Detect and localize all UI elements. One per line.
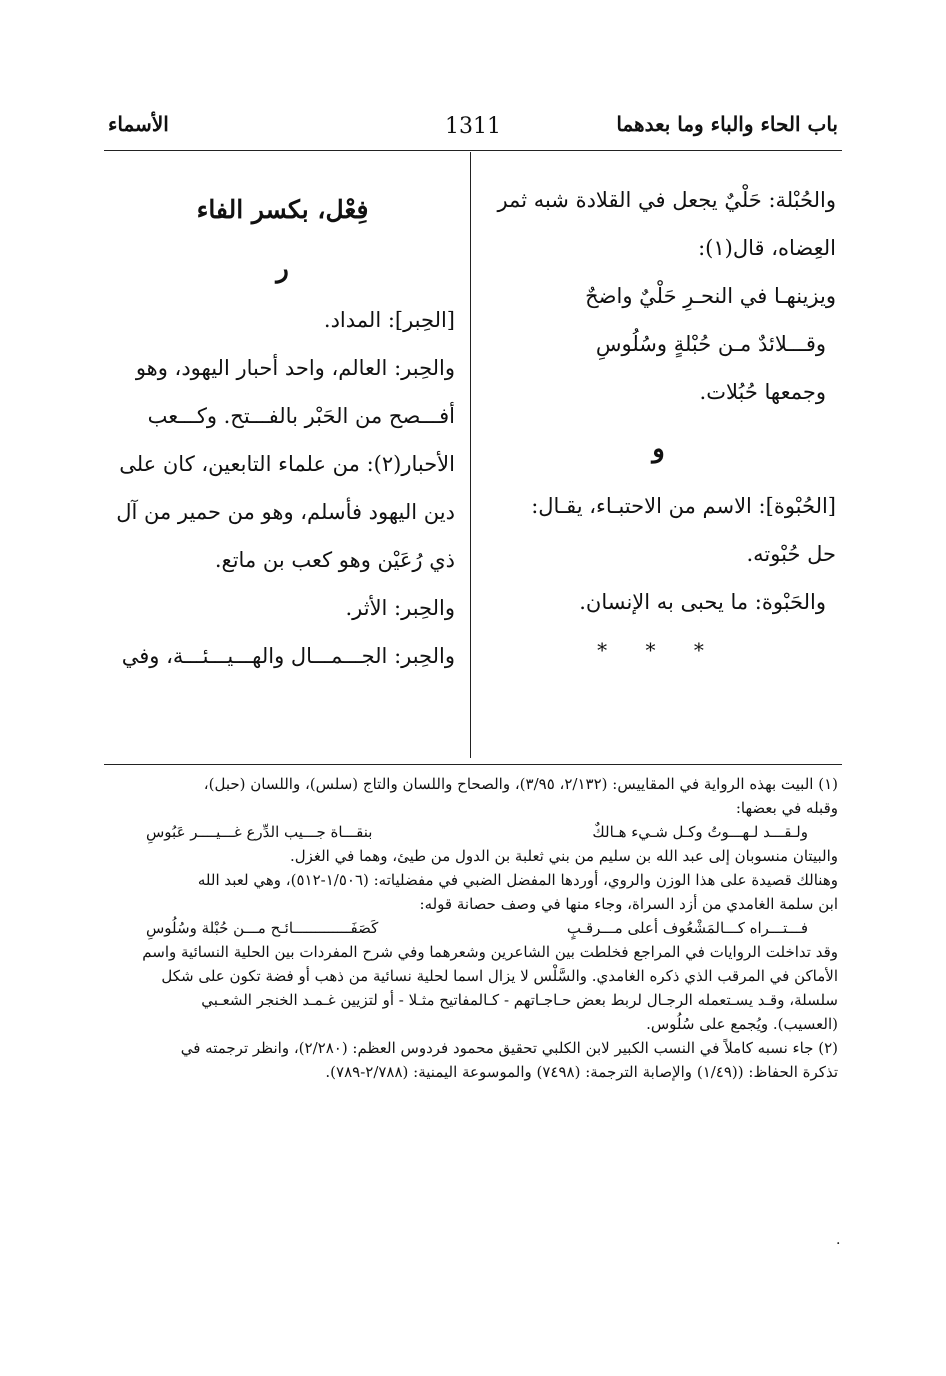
section-title: فِعْل، بكسر الفاء [196,195,369,224]
footnote-1-cont: وقبله في بعضها: [735,799,838,817]
footnote-1-discussion-3: سلسلة، وقـد يسـتعمله الرجـال لربط بعض حـاجـاتهم - كـالمفاتيح مثـلا - أو لتزيين غـمـد الخنجر الشعـبي [201,991,838,1009]
entry-hubla: والحُبْلة: حَلْيٌ يجعل في القلادة شبه ثمر [497,188,836,212]
section-end-asterisks: * * * [597,638,720,662]
letter-heading-ra: ر [276,254,289,284]
verse-2-second-hemistich: كَصَفَـــــــــــــائـح مـــن حُبْلة وسُلُوسِ [146,919,379,937]
entry-habwa: والحَبْوة: ما يحبى به الإنسان. [579,590,826,614]
footnote-1-discussion: وقد تداخلت الروايات في المراجع فخلطت بين الشاعرين وشعرهما وفي شرح المفردات بين الحلية النسائية واسم [142,943,838,961]
entry-hibr-scholar-4: دين اليهود فأسلم، وهو من حمير من آل [116,500,455,524]
entry-hubwa: [الحُبْوة]: الاسم من الاحتبـاء، يقـال: [531,494,836,518]
entry-hibr-scholar-2: أفـــصح من الحَبْر بالفـــتح. وكـــعب [147,404,455,428]
entry-hibr-scholar: والحِبر: العالم، واحد أحبار اليهود، وهو [135,356,455,380]
entry-hibr-beauty: والحِبر: الجـــمـــال والهـــيـــئـــة، وفي [121,644,455,668]
footnote-2: (٢) جاء نسبه كاملاً في النسب الكبير لابن الكلبي تحقيق محمود فردوس العظم: (٢/٢٨٠)، وانظر ترجمته في [180,1039,838,1057]
entry-hubla-cont: العِضاه، قال(١): [698,236,836,260]
entry-hibr-scholar-3: الأحبار(٢): من علماء التابعين، كان على [119,452,455,476]
page-number: 1311 [445,114,501,139]
left-column [110,186,455,680]
entry-hibr-trace: والحِبر: الأثر. [345,596,455,620]
footnote-1: (١) البيت بهذه الرواية في المقاييس: (٢/١٣٢، ٣/٩٥)، والصحاح واللسان والتاج (سلس)، واللسان (حبل)، [203,775,838,793]
right-column [481,176,836,674]
entry-hibr-scholar-5: ذي رُعَيْن وهو كعب بن ماتع. [214,548,455,572]
footnote-1-ghamidi: ابن سلمة الغامدي من أزد السراة، وجاء منها في وصف حصانة قوله: [419,895,838,913]
verse-line-1: ويزينهـا في النحـرِ حَلْيٌ واضحٌ [585,284,836,308]
footnote-1-attribution: والبيتان منسوبان إلى عبد الله بن سليم من بني ثعلبة بن الدول من طيئ، وهما في الغزل. [289,847,838,865]
entry-hubwa-cont: حل حُبْوته. [746,542,836,566]
running-header-chapter: باب الحاء والباء وما بعدهما [616,112,838,136]
footnote-rule [104,764,842,765]
letter-heading-waw: و [652,434,665,464]
column-divider [470,152,471,758]
footnote-1-discussion-2: الأماكن في المرقب الذي ذكره الغامدي. والسَّلْس لا يزال اسما لحلية نسائية من ذهب أو فضة تكون على شكل [161,967,838,985]
stray-dot: . [836,1232,841,1248]
header-rule [104,150,842,151]
verse-line-2: وقـــلائدٌ مـن حُبْلةٍ وسُلُوسِ [595,332,826,356]
entry-hibr-ink: [الحِبر]: المداد. [323,308,455,332]
footnote-verse-2 [106,916,838,940]
footnotes [106,772,838,1084]
footnote-1-mufaddaliyat: وهنالك قصيدة على هذا الوزن والروي، أوردها المفضل الضبي في مفضلياته: (١/٥٠٦-٥١٢)، وهي لعبد الله [197,871,838,889]
running-header-section: الأسماء [108,112,169,136]
verse-2-first-hemistich: فـــتـــراه كـــالمَشْعُوف أعلى مـــرقـبٍ [566,919,808,937]
footnote-1-discussion-4: (العسيب). ويُجمع على سُلُوس. [646,1015,838,1033]
footnote-verse-1 [106,820,838,844]
verse-1-first-hemistich: ولـقـــد لـهـــوتُ وكـل شـيء هـالكٌ [592,823,808,841]
verse-1-second-hemistich: بنقـــاة جـــيب الدِّرع غـــيــــر عَبُوسِ [146,823,373,841]
plural-note: وجمعها حُبُلات. [699,380,826,404]
footnote-2-cont: تذكرة الحفاظ: ((١/٤٩) والإصابة الترجمة: (٧٤٩٨) والموسوعة اليمنية: (٢/٧٨٨-٧٨٩). [325,1063,838,1081]
